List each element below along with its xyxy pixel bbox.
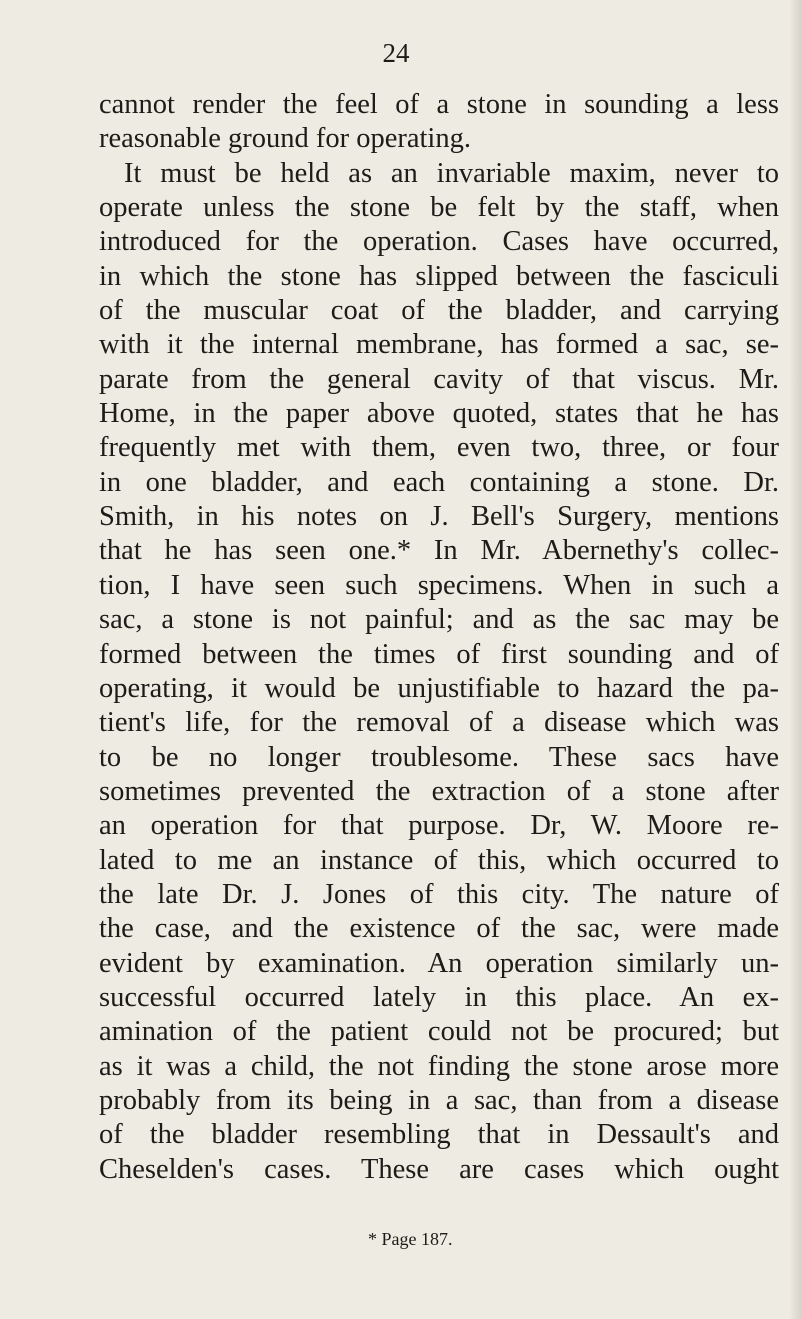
- text-line: operating, it would be unjustifiable to hazard the pa-: [99, 672, 779, 704]
- footnote: * Page 187.: [368, 1229, 453, 1249]
- body-text: [99, 88, 779, 1187]
- text-line: lated to me an instance of this, which occurred to: [99, 844, 779, 876]
- page-edge-shadow: [789, 0, 801, 1319]
- text-line: introduced for the operation. Cases have occurred,: [99, 226, 779, 258]
- text-line: to be no longer troublesome. These sacs have: [99, 741, 779, 773]
- text-line: of the bladder resembling that in Dessault's and: [99, 1119, 779, 1151]
- text-line: an operation for that purpose. Dr, W. Moore re-: [99, 810, 779, 842]
- text-line: probably from its being in a sac, than from a disease: [99, 1084, 779, 1116]
- text-line: It must be held as an invariable maxim, never to: [124, 157, 779, 189]
- text-line: that he has seen one.* In Mr. Abernethy's collec-: [99, 535, 779, 567]
- text-line: the late Dr. J. Jones of this city. The nature of: [99, 878, 779, 910]
- text-line: cannot render the feel of a stone in sounding a less: [99, 89, 779, 120]
- text-line: parate from the general cavity of that viscus. Mr.: [99, 363, 779, 395]
- text-line: amination of the patient could not be procured; but: [99, 1016, 779, 1048]
- text-line: Smith, in his notes on J. Bell's Surgery, mentions: [99, 501, 779, 533]
- text-line: the case, and the existence of the sac, were made: [99, 913, 779, 945]
- text-line: in one bladder, and each containing a stone. Dr.: [99, 466, 779, 498]
- text-line: in which the stone has slipped between the fasciculi: [99, 260, 779, 292]
- text-line: tion, I have seen such specimens. When in such a: [99, 569, 779, 601]
- text-line: successful occurred lately in this place. An ex-: [99, 981, 779, 1013]
- text-line: reasonable ground for operating.: [99, 123, 471, 155]
- text-line: of the muscular coat of the bladder, and carrying: [99, 295, 779, 327]
- text-line: tient's life, for the removal of a disease which was: [99, 707, 779, 739]
- text-line: Home, in the paper above quoted, states that he has: [99, 398, 779, 430]
- text-line: with it the internal membrane, has formed a sac, se-: [99, 329, 779, 361]
- text-line: sac, a stone is not painful; and as the sac may be: [99, 604, 779, 636]
- text-line: as it was a child, the not finding the stone arose more: [99, 1050, 779, 1082]
- text-line: sometimes prevented the extraction of a stone after: [99, 775, 779, 807]
- page-number: 24: [382, 38, 410, 68]
- text-line: frequently met with them, even two, three, or four: [99, 432, 779, 464]
- text-line: Cheselden's cases. These are cases which ought: [99, 1153, 779, 1185]
- text-line: formed between the times of first sounding and of: [99, 638, 779, 670]
- text-line: operate unless the stone be felt by the staff, when: [99, 192, 779, 224]
- text-line: evident by examination. An operation similarly un-: [99, 947, 779, 979]
